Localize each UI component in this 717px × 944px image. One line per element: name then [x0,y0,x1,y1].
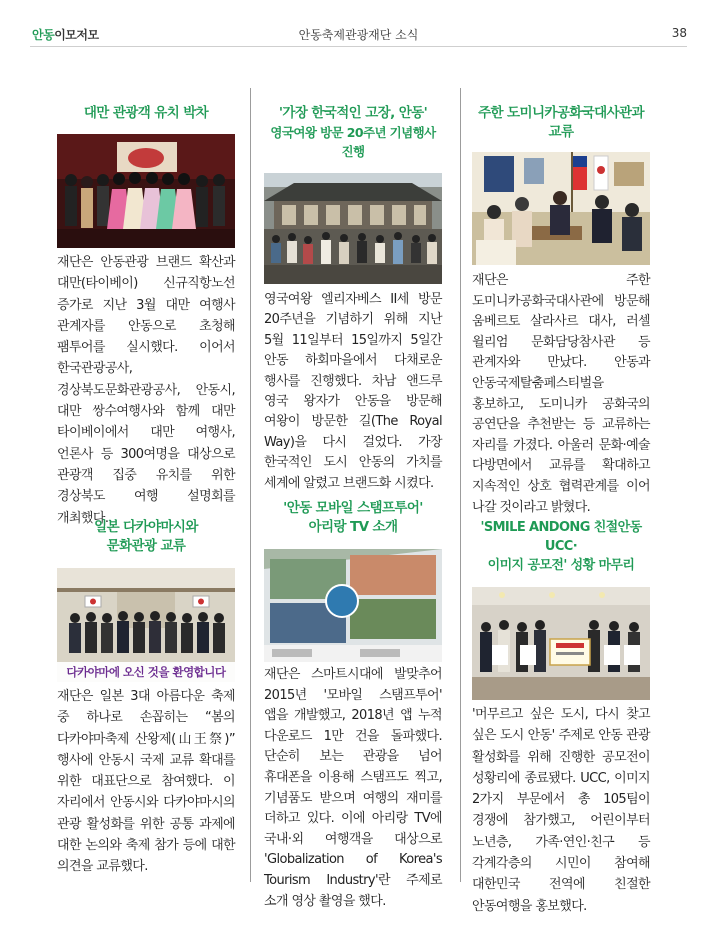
article-title-line1: '가장 한국적인 고장, 안동' [278,105,428,121]
article-title-line1: 주한 도미니카공화국대사관과 [478,105,644,121]
page-number: 38 [671,26,687,40]
article-dominican-embassy [472,104,650,518]
article-body: 재단은 주한 도미니카공화국대사관에 방문해 움베르토 살라사르 대사, 러셀 윌리엄 문화담당참사관 등 관계자와 만났다. 안동과 안동국제탈춤페스티벌을 홍보하고, 도미니카 공화국의 공연단을 추천받는 등 교류하는 자리를 가졌다. 아울러 문화·예술 다방면에서 교류를 확대하고 지속적인 상호 협력관계를 이어 나갈 것이라고 밝혔다. [472,273,650,515]
header-title: 안동축제관광재단 소식 [298,28,419,42]
article-body: 재단은 스마트시대에 발맞추어 2015년 '모바일 스탬프투어' 앱을 개발했고, 2018년 앱 누적 다운로드 1만 건을 돌파했다. 단순히 보는 관광을 넘어 휴대폰을 이용해 스탬프도 찍고, 기념품도 받으며 여행의 재미를 더하고 있다. 이에 아리랑 TV에 국내·외 여행객을 대상으로 'Globalization of Korea's Tourism Industry'란 주제로 소개 영상 촬영을 했다. [264,667,442,909]
article-title [57,104,235,123]
article-title-line2: 문화관광 교류 [106,538,186,554]
article-takayama [57,518,235,878]
article-queen-visit [264,104,442,494]
brand-part-1: 안동 [32,28,55,42]
article-title [264,499,442,537]
article-body: 재단은 안동관광 브랜드 확산과 대만(타이베이) 신규직항노선 증가로 지난 3월 대만 여행사 관계자를 안동으로 초청해 팸투어를 실시했다. 이어서 한국관광공사, 경상북도문화관광공사, 안동시, 대만 쌍수여행사와 함께 대만 타이베이에서 대만 여행사, 언론사 등 300여명을 대상으로 관광객 집중 유치를 위한 경상북도 여행 설명회를 개최했다. [57,255,235,526]
photo-embassy-meeting [472,152,650,265]
article-title [472,104,650,142]
article-title-line2: 아리랑 TV 소개 [308,519,398,535]
article-title-line2: 영국여왕 방문 20주년 기념행사 진행 [270,125,436,159]
article-taiwan [57,104,235,529]
article-smile-andong-contest [472,518,650,917]
article-title [472,518,650,575]
article-mobile-stamp-tour [264,499,442,912]
article-title [264,104,442,161]
brand-part-2: 이모저모 [54,28,99,42]
article-title [57,518,235,556]
column-divider-2 [460,88,461,882]
photo-takayama-delegation [57,568,235,682]
column-divider-1 [250,88,251,882]
photo-contest-award-ceremony [472,587,650,700]
photo-hahoe-village-event [264,173,442,284]
article-title-line1: '안동 모바일 스탬프투어' [283,500,423,516]
article-title-line1: 대만 관광객 유치 박차 [83,105,209,121]
article-body: '머무르고 싶은 도시, 다시 찾고 싶은 도시 안동' 주제로 안동 관광 활성화를 위해 진행한 공모전이 성황리에 종료됐다. UCC, 이미지 2가지 부문에서 총 105팀이 경쟁에 참가했고, 어린이부터 노년층, 가족·연인·친구 등 각계각층의 시민이 참여해 대한민국 전역에 친절한 안동여행을 홍보했다. [472,707,650,914]
article-body: 재단은 일본 3대 아름다운 축제 중 하나로 손꼽히는 “봄의 다카야마축제 산왕제(山王祭)” 행사에 안동시 국제 교류 확대를 위한 대표단으로 참여했다. 이 자리에서 안동시와 다카야마시의 관광 활성화를 위한 공통 과제에 대한 논의와 축제 참가 등에 대한 의견을 교류했다. [57,689,235,875]
article-title-line1: 일본 다카야마시와 [94,519,198,535]
photo-caption-banner: 다카야마에 오신 것을 환영합니다 [57,662,235,682]
photo-stamp-tour-app [264,549,442,662]
article-body: 영국여왕 엘리자베스 II세 방문 20주년을 기념하기 위해 지난 5월 11일부터 15일까지 5일간 안동 하회마을에서 다채로운 행사를 진행했다. 차남 앤드루 영국 왕자가 안동을 방문해 여왕이 방문한 길(The Royal Way)을 다시 걸었다. 가장 한국적인 도시 안동의 가치를 세계에 알렸고 브랜드화 시켰다. [264,292,442,491]
header-divider [30,46,687,47]
photo-taiwan-promo-event [57,134,235,248]
article-title-line2: 이미지 공모전' 성황 마무리 [487,558,635,573]
article-title-line1: 'SMILE ANDONG 친절안동 UCC· [480,520,642,554]
article-title-line2: 교류 [548,124,574,140]
